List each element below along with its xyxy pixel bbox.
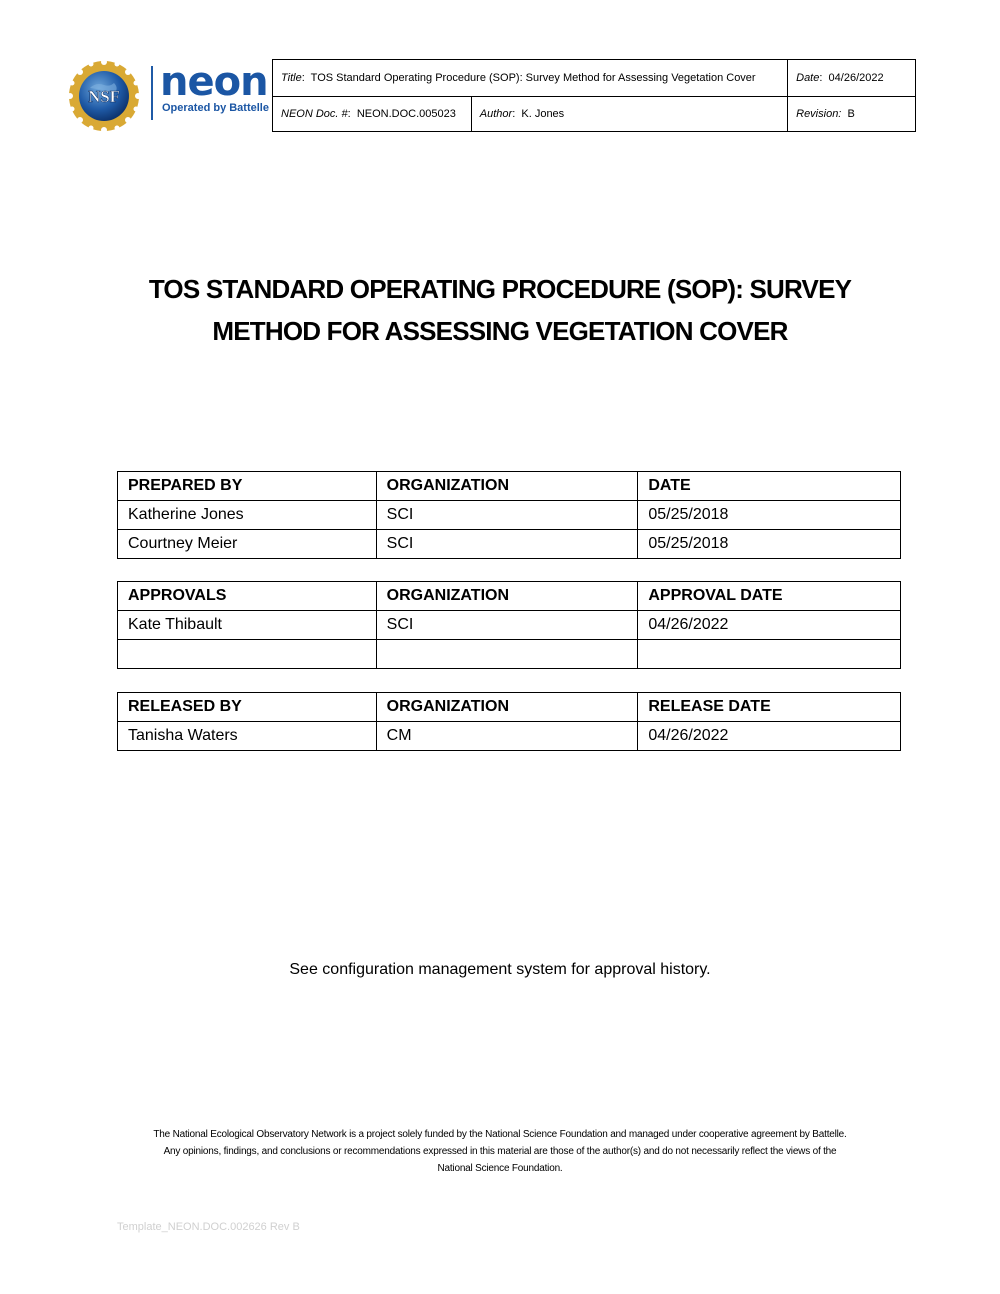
name-cell: Katherine Jones: [118, 501, 377, 530]
date-label: Date: [796, 72, 820, 84]
table-row: [118, 501, 901, 530]
released-by-table: [117, 692, 901, 751]
header-author-cell: Author: K. Jones: [471, 97, 787, 132]
column-header: RELEASED BY: [118, 693, 377, 722]
column-header: ORGANIZATION: [376, 582, 638, 611]
date-cell: [638, 640, 901, 669]
neon-logo: neon: [160, 59, 268, 105]
column-header: ORGANIZATION: [376, 693, 638, 722]
header-docnum-cell: NEON Doc. #: NEON.DOC.005023: [273, 97, 472, 132]
column-header: APPROVALS: [118, 582, 377, 611]
name-cell: Courtney Meier: [118, 530, 377, 559]
document-title-line: METHOD FOR ASSESSING VEGETATION COVER: [212, 316, 788, 346]
name-cell: [118, 640, 377, 669]
funding-disclaimer: [110, 1126, 890, 1177]
revision-label: Revision:: [796, 108, 842, 120]
document-title: [100, 268, 900, 352]
table-row: [118, 530, 901, 559]
logo-divider: [151, 66, 153, 120]
date-cell: 04/26/2022: [638, 722, 901, 751]
date-value: 04/26/2022: [828, 72, 884, 84]
table-header-row: [118, 693, 901, 722]
name-cell: Tanisha Waters: [118, 722, 377, 751]
header-logos: [68, 58, 268, 130]
table-header-row: [118, 472, 901, 501]
table-row: [118, 611, 901, 640]
organization-cell: [376, 640, 638, 669]
neon-subtitle: Operated by Battelle: [162, 102, 269, 114]
revision-value: B: [847, 108, 855, 120]
name-cell: Kate Thibault: [118, 611, 377, 640]
nsf-logo-icon: [68, 60, 140, 132]
document-title-line: TOS STANDARD OPERATING PROCEDURE (SOP): SURVEY: [148, 274, 852, 304]
column-header: ORGANIZATION: [376, 472, 638, 501]
document-header-table: [272, 59, 916, 132]
title-value: TOS Standard Operating Procedure (SOP): Survey Method for Assessing Vegetation Cover: [310, 72, 756, 84]
docnum-value: NEON.DOC.005023: [356, 108, 456, 120]
disclaimer-line: Any opinions, findings, and conclusions or recommendations expressed in this material are those of the author(s) and do not necessarily reflect the views of the: [163, 1146, 837, 1157]
date-cell: 04/26/2022: [638, 611, 901, 640]
author-label: Author: [479, 108, 513, 120]
configuration-note: See configuration management system for approval history.: [289, 961, 711, 978]
title-label: Title: [281, 72, 302, 84]
disclaimer-line: National Science Foundation.: [437, 1163, 563, 1174]
column-header: PREPARED BY: [118, 472, 377, 501]
column-header: RELEASE DATE: [638, 693, 901, 722]
header-revision-cell: [788, 97, 916, 132]
organization-cell: SCI: [376, 530, 638, 559]
date-cell: 05/25/2018: [638, 530, 901, 559]
prepared-by-table: [117, 471, 901, 559]
table-row: [118, 722, 901, 751]
template-identifier: Template_NEON.DOC.002626 Rev B: [117, 1221, 300, 1233]
date-cell: 05/25/2018: [638, 501, 901, 530]
header-date-cell: Date: 04/26/2022: [788, 60, 916, 97]
docnum-label: NEON Doc. #: [281, 108, 348, 120]
svg-text:NSF: NSF: [87, 87, 121, 106]
table-row-empty: [118, 640, 901, 669]
table-header-row: [118, 582, 901, 611]
header-title-cell: Title: TOS Standard Operating Procedure (SOP): Survey Method for Assessing Vegetation Cover: [273, 60, 788, 97]
column-header: DATE: [638, 472, 901, 501]
organization-cell: SCI: [376, 611, 638, 640]
author-value: K. Jones: [521, 108, 565, 120]
organization-cell: SCI: [376, 501, 638, 530]
disclaimer-line: The National Ecological Observatory Network is a project solely funded by the National Science Foundation and managed under cooperative agreement by Battelle.: [153, 1129, 847, 1140]
column-header: APPROVAL DATE: [638, 582, 901, 611]
approvals-table: [117, 581, 901, 669]
organization-cell: CM: [376, 722, 638, 751]
